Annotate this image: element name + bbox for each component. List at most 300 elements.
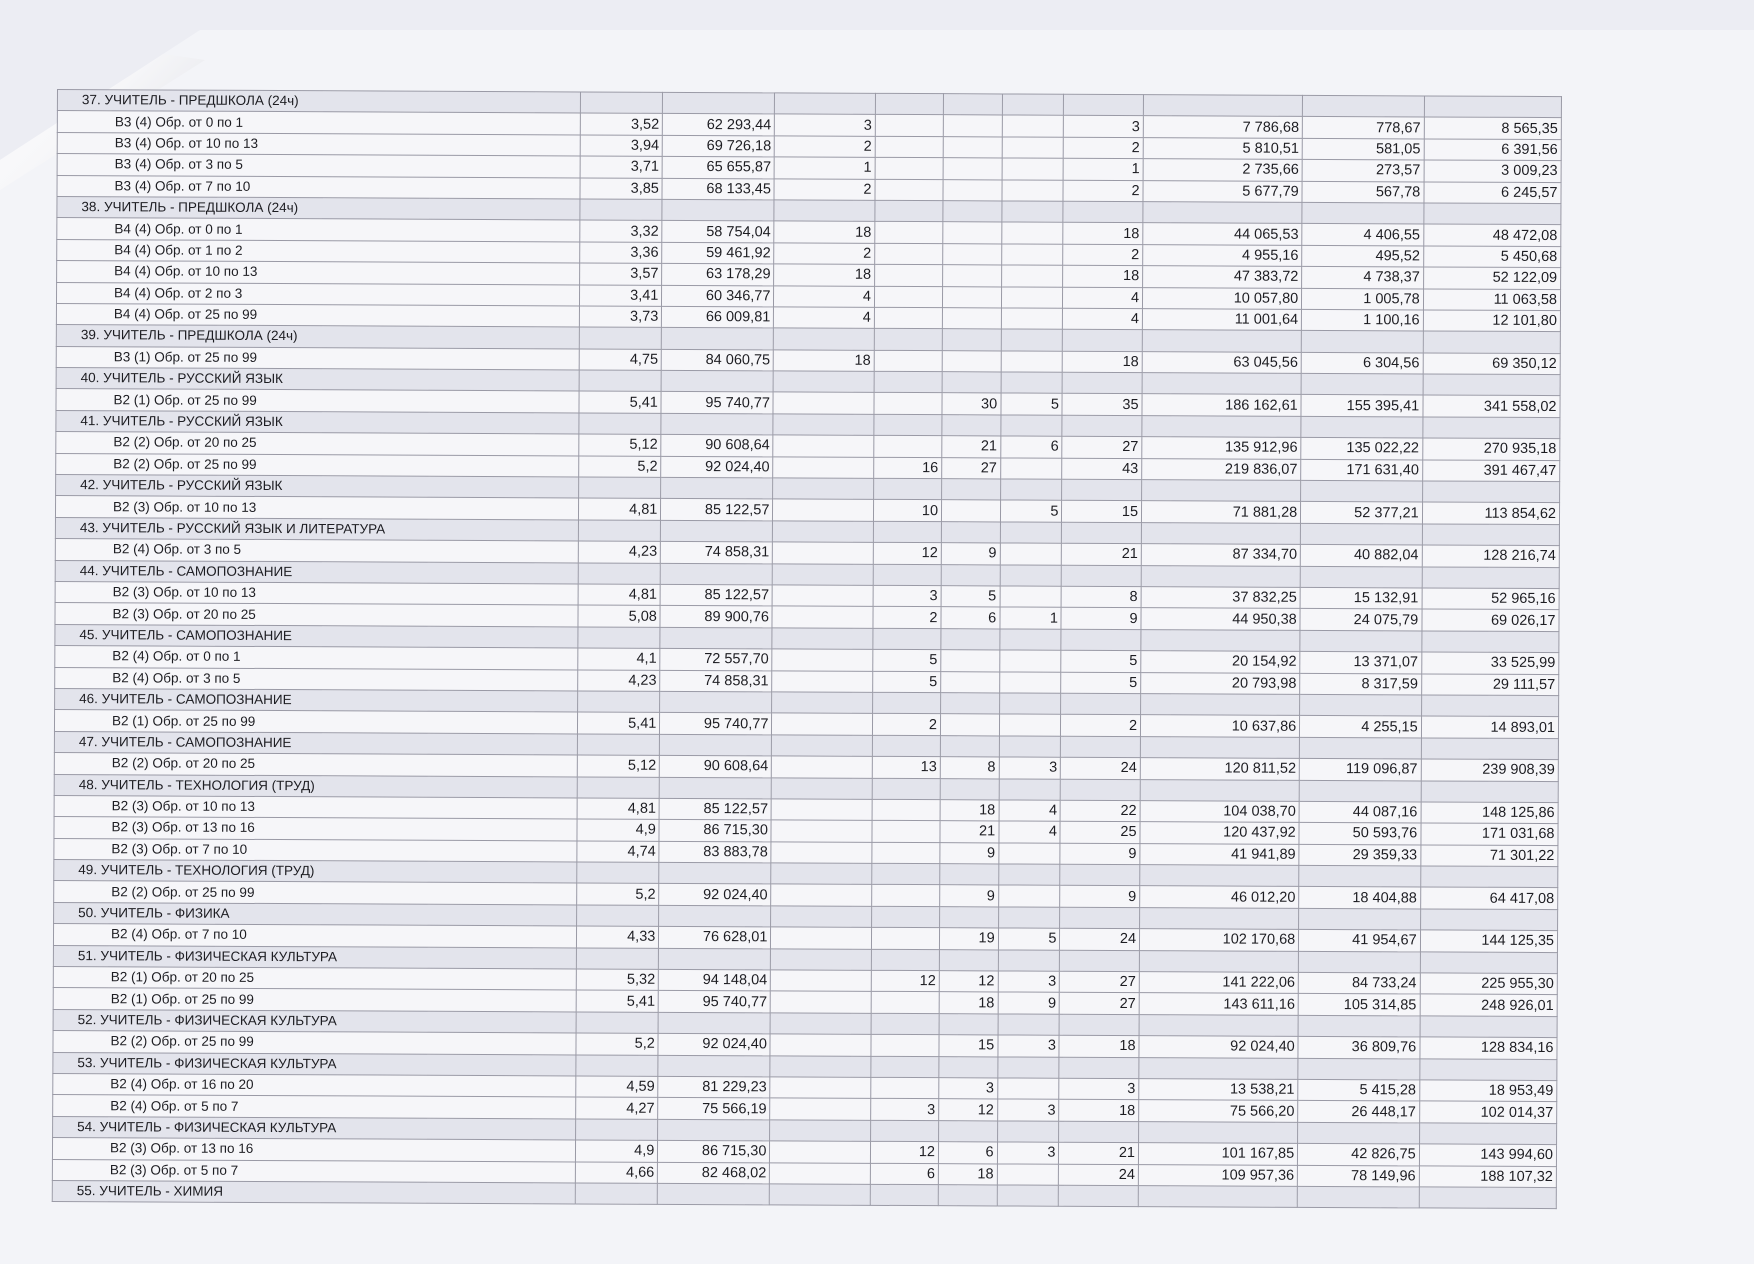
value-cell: 5,41 [576, 990, 659, 1012]
value-cell: 24 [1060, 928, 1140, 950]
value-cell [771, 991, 872, 1013]
section-header-cell [1062, 565, 1142, 587]
value-cell: 8 [1062, 586, 1142, 608]
value-cell: 6 [1000, 436, 1062, 458]
value-cell: 6 304,56 [1301, 352, 1423, 374]
section-header-cell [771, 863, 872, 885]
section-header-cell [1419, 1123, 1556, 1145]
section-header-cell [941, 693, 1000, 715]
section-header-cell [1421, 780, 1558, 802]
section-header-cell [943, 201, 1002, 223]
section-header-cell [773, 521, 874, 543]
value-cell: 171 631,40 [1301, 459, 1423, 481]
value-cell: 5,32 [576, 969, 659, 991]
value-cell: 76 628,01 [659, 927, 771, 949]
value-cell: 6 391,56 [1424, 139, 1561, 161]
value-cell: 2 [1063, 244, 1143, 266]
value-cell: 84 733,24 [1298, 972, 1420, 994]
section-header-cell [873, 628, 941, 650]
section-header-cell [658, 1012, 770, 1034]
section-header-cell [1143, 202, 1302, 224]
section-header-cell [1139, 1121, 1298, 1143]
value-cell [875, 115, 943, 137]
value-cell: 4 [999, 821, 1061, 843]
section-header-cell [1301, 523, 1423, 545]
section-header-cell [940, 864, 999, 886]
position-name-cell: В2 (4) Обр. от 3 по 5 [55, 667, 578, 691]
value-cell: 74 858,31 [660, 670, 772, 692]
section-header-cell [1422, 631, 1559, 653]
section-header-cell [770, 1120, 871, 1142]
value-cell: 219 836,07 [1142, 458, 1301, 480]
position-name-cell: В2 (1) Обр. от 20 по 25 [53, 967, 576, 991]
section-header-cell [1299, 865, 1421, 887]
value-cell: 41 941,89 [1140, 843, 1299, 865]
value-cell: 3 [1059, 1078, 1139, 1100]
value-cell: 495,52 [1302, 245, 1424, 267]
value-cell: 248 926,01 [1420, 994, 1557, 1016]
value-cell [772, 585, 873, 607]
position-name-cell: В2 (1) Обр. от 25 по 99 [54, 710, 577, 734]
value-cell: 75 566,19 [658, 1098, 770, 1120]
section-header-cell [770, 1184, 871, 1206]
value-cell: 26 448,17 [1298, 1101, 1420, 1123]
section-header-cell [998, 950, 1060, 972]
section-header-cell [1421, 738, 1558, 760]
position-name-cell: В2 (2) Обр. от 20 по 25 [56, 432, 579, 456]
position-name-cell: В4 (4) Обр. от 1 по 2 [57, 239, 580, 263]
value-cell [1001, 244, 1063, 266]
value-cell: 2 [774, 178, 875, 200]
section-header-cell [1138, 1186, 1297, 1208]
section-header-cell [577, 776, 660, 798]
value-cell [1002, 137, 1064, 159]
value-cell: 102 170,68 [1139, 929, 1298, 951]
value-cell: 6 [938, 1142, 997, 1164]
section-header-cell [872, 778, 940, 800]
value-cell: 18 [1063, 223, 1143, 245]
value-cell [999, 843, 1061, 865]
value-cell: 5,08 [578, 605, 661, 627]
section-header-cell [1063, 330, 1143, 352]
section-header-cell [1423, 374, 1560, 396]
value-cell: 188 107,32 [1419, 1165, 1556, 1187]
value-cell: 71 881,28 [1142, 501, 1301, 523]
section-header-cell [1139, 1014, 1298, 1036]
value-cell: 135 022,22 [1301, 438, 1423, 460]
value-cell [999, 714, 1061, 736]
section-header-cell [1062, 415, 1142, 437]
section-header-cell [775, 93, 876, 115]
section-header-cell [1422, 481, 1559, 503]
value-cell: 12 [873, 543, 941, 565]
value-cell: 3 [1064, 116, 1144, 138]
section-header-cell [770, 1013, 871, 1035]
value-cell: 11 001,64 [1142, 309, 1301, 331]
section-header-cell [1299, 951, 1421, 973]
value-cell: 15 [1062, 501, 1142, 523]
section-header-cell [1141, 522, 1300, 544]
value-cell: 18 [1059, 1100, 1139, 1122]
section-title: 39. УЧИТЕЛЬ - ПРЕДШКОЛА (24ч) [56, 325, 579, 349]
value-cell: 5 [873, 671, 941, 693]
position-name-cell: В3 (4) Обр. от 10 по 13 [57, 132, 580, 156]
section-header-cell [1141, 629, 1300, 651]
value-cell: 15 132,91 [1300, 587, 1422, 609]
value-cell: 21 [942, 436, 1001, 458]
value-cell: 105 314,85 [1298, 994, 1420, 1016]
section-header-cell [1298, 1015, 1420, 1037]
section-header-cell [578, 477, 661, 499]
value-cell: 5,12 [578, 434, 661, 456]
value-cell: 18 [1063, 265, 1143, 287]
position-name-cell: В2 (4) Обр. от 0 по 1 [55, 646, 578, 670]
value-cell: 52 122,09 [1423, 267, 1560, 289]
value-cell: 86 715,30 [658, 1140, 770, 1162]
value-cell: 2 [774, 243, 875, 265]
section-header-cell [871, 1013, 939, 1035]
section-header-cell [661, 520, 773, 542]
value-cell: 120 437,92 [1140, 822, 1299, 844]
value-cell: 3,94 [580, 135, 663, 157]
value-cell: 84 060,75 [662, 349, 774, 371]
section-header-cell [577, 734, 660, 756]
section-header-cell [1059, 1057, 1139, 1079]
value-cell [943, 136, 1002, 158]
value-cell: 47 383,72 [1143, 266, 1302, 288]
value-cell [874, 436, 942, 458]
section-header-cell [939, 949, 998, 971]
value-cell: 4,33 [576, 926, 659, 948]
section-header-cell [1061, 779, 1141, 801]
section-header-cell [871, 1120, 939, 1142]
section-header-cell [940, 778, 999, 800]
value-cell: 3 [998, 1035, 1060, 1057]
section-header-cell [1000, 629, 1062, 651]
value-cell [943, 115, 1002, 137]
value-cell [943, 158, 1002, 180]
section-header-cell [1001, 372, 1063, 394]
section-header-cell [942, 415, 1001, 437]
value-cell: 135 912,96 [1142, 437, 1301, 459]
value-cell [1001, 286, 1063, 308]
value-cell [773, 457, 874, 479]
section-header-cell [1059, 1121, 1139, 1143]
section-header-cell [575, 1119, 658, 1141]
value-cell [872, 799, 940, 821]
section-header-cell [1421, 695, 1558, 717]
position-name-cell: В2 (4) Обр. от 16 по 20 [53, 1073, 576, 1097]
value-cell [1002, 115, 1064, 137]
value-cell [871, 992, 939, 1014]
value-cell: 3,85 [580, 178, 663, 200]
value-cell [943, 179, 1002, 201]
value-cell: 21 [1059, 1142, 1139, 1164]
section-header-cell [659, 862, 771, 884]
position-name-cell: В3 (4) Обр. от 0 по 1 [57, 111, 580, 135]
value-cell: 3 [939, 1078, 998, 1100]
section-header-cell [662, 328, 774, 350]
section-header-cell [871, 949, 939, 971]
section-header-cell [1001, 415, 1063, 437]
value-cell: 13 538,21 [1139, 1079, 1298, 1101]
value-cell: 143 611,16 [1139, 993, 1298, 1015]
section-title: 40. УЧИТЕЛЬ - РУССКИЙ ЯЗЫК [56, 368, 579, 392]
value-cell: 567,78 [1302, 181, 1424, 203]
value-cell [770, 1141, 871, 1163]
value-cell [999, 671, 1061, 693]
value-cell: 3,32 [579, 220, 662, 242]
section-header-cell [1142, 415, 1301, 437]
value-cell: 5 810,51 [1143, 137, 1302, 159]
value-cell: 69 726,18 [663, 135, 775, 157]
value-cell: 90 608,64 [660, 755, 772, 777]
value-cell: 21 [940, 821, 999, 843]
section-header-cell [1420, 909, 1557, 931]
section-header-cell [772, 735, 873, 757]
value-cell: 4,23 [577, 670, 660, 692]
section-header-cell [1061, 693, 1141, 715]
value-cell: 3 [999, 757, 1061, 779]
section-title: 55. УЧИТЕЛЬ - ХИМИЯ [52, 1180, 575, 1204]
value-cell: 5,2 [576, 883, 659, 905]
value-cell [771, 799, 872, 821]
value-cell: 4,74 [576, 841, 659, 863]
section-header-cell [770, 1055, 871, 1077]
value-cell: 5 [1000, 500, 1062, 522]
value-cell: 65 655,87 [662, 157, 774, 179]
position-name-cell: В2 (2) Обр. от 20 по 25 [54, 753, 577, 777]
section-header-cell [1064, 94, 1144, 116]
value-cell: 18 [774, 264, 875, 286]
section-title: 41. УЧИТЕЛЬ - РУССКИЙ ЯЗЫК [56, 410, 579, 434]
section-header-cell [661, 370, 773, 392]
value-cell: 9 [941, 543, 1000, 565]
value-cell: 2 [1063, 180, 1143, 202]
value-cell: 9 [940, 842, 999, 864]
section-header-cell [938, 1185, 997, 1207]
value-cell: 4 255,15 [1300, 716, 1422, 738]
value-cell [997, 1163, 1059, 1185]
value-cell: 60 346,77 [662, 285, 774, 307]
position-name-cell: В3 (1) Обр. от 25 по 99 [56, 346, 579, 370]
value-cell: 4 738,37 [1302, 266, 1424, 288]
value-cell: 40 882,04 [1300, 545, 1422, 567]
value-cell [1001, 222, 1063, 244]
value-cell: 5,41 [579, 391, 662, 413]
section-header-cell [771, 906, 872, 928]
section-header-cell [1139, 1057, 1298, 1079]
value-cell: 12 [871, 970, 939, 992]
section-header-cell [941, 628, 1000, 650]
value-cell: 128 834,16 [1420, 1037, 1557, 1059]
section-header-cell [1299, 908, 1421, 930]
section-header-cell [1140, 779, 1299, 801]
value-cell: 4,9 [577, 819, 660, 841]
value-cell: 92 024,40 [659, 884, 771, 906]
section-header-cell [1420, 952, 1557, 974]
section-header-cell [1419, 1187, 1556, 1209]
value-cell: 41 954,67 [1299, 930, 1421, 952]
value-cell: 270 935,18 [1422, 438, 1559, 460]
position-name-cell: В2 (2) Обр. от 25 по 99 [53, 1031, 576, 1055]
value-cell: 10 [873, 500, 941, 522]
value-cell: 5 [941, 586, 1000, 608]
value-cell: 3,36 [579, 242, 662, 264]
section-header-cell [577, 691, 660, 713]
value-cell: 4 [774, 307, 875, 329]
value-cell: 3,73 [579, 306, 662, 328]
section-header-cell [999, 693, 1061, 715]
section-header-cell [872, 735, 940, 757]
section-header-cell [1060, 864, 1140, 886]
section-header-cell [1297, 1186, 1419, 1208]
value-cell [1002, 180, 1064, 202]
value-cell: 4,9 [575, 1140, 658, 1162]
value-cell [872, 842, 940, 864]
section-header-cell [1061, 736, 1141, 758]
value-cell [872, 821, 940, 843]
section-header-cell [870, 1184, 938, 1206]
section-header-cell [872, 906, 940, 928]
section-header-cell [658, 1119, 770, 1141]
value-cell [875, 158, 943, 180]
value-cell: 4,81 [578, 498, 661, 520]
value-cell: 5 677,79 [1143, 180, 1302, 202]
section-header-cell [873, 692, 941, 714]
value-cell: 12 [939, 971, 998, 993]
value-cell [874, 393, 942, 415]
section-header-cell [873, 564, 941, 586]
value-cell: 1 [775, 157, 876, 179]
section-header-cell [874, 329, 942, 351]
value-cell: 5 [998, 928, 1060, 950]
value-cell: 27 [942, 457, 1001, 479]
section-header-cell [658, 1055, 770, 1077]
section-title: 47. УЧИТЕЛЬ - САМОПОЗНАНИЕ [54, 731, 577, 755]
value-cell: 18 [774, 221, 875, 243]
section-header-cell [1000, 522, 1062, 544]
value-cell: 4,81 [577, 798, 660, 820]
section-header-cell [660, 777, 772, 799]
section-header-cell [659, 948, 771, 970]
section-header-cell [941, 521, 1000, 543]
value-cell: 4,27 [575, 1097, 658, 1119]
position-name-cell: В2 (3) Обр. от 5 по 7 [52, 1159, 575, 1183]
value-cell: 78 149,96 [1298, 1165, 1420, 1187]
section-header-cell [939, 1056, 998, 1078]
section-header-cell [999, 736, 1061, 758]
section-header-cell [661, 477, 773, 499]
value-cell: 24 075,79 [1300, 609, 1422, 631]
value-cell: 13 371,07 [1300, 652, 1422, 674]
section-header-cell [874, 371, 942, 393]
value-cell: 225 955,30 [1420, 973, 1557, 995]
value-cell: 72 557,70 [660, 649, 772, 671]
section-header-cell [1062, 522, 1142, 544]
position-name-cell: В2 (1) Обр. от 25 по 99 [53, 988, 576, 1012]
value-cell: 1 100,16 [1302, 309, 1424, 331]
value-cell: 9 [998, 992, 1060, 1014]
section-header-cell [1059, 1185, 1139, 1207]
value-cell: 143 994,60 [1419, 1144, 1556, 1166]
value-cell: 63 178,29 [662, 263, 774, 285]
value-cell: 3 [997, 1142, 1059, 1164]
value-cell [772, 670, 873, 692]
value-cell: 94 148,04 [659, 969, 771, 991]
value-cell: 92 024,40 [658, 1034, 770, 1056]
section-header-cell [1141, 694, 1300, 716]
section-header-cell [940, 735, 999, 757]
section-header-cell [579, 327, 662, 349]
section-header-cell [1002, 94, 1064, 116]
section-title: 50. УЧИТЕЛЬ - ФИЗИКА [54, 902, 577, 926]
value-cell: 5,2 [578, 456, 661, 478]
section-header-cell [578, 563, 661, 585]
section-header-cell [1062, 479, 1142, 501]
value-cell: 141 222,06 [1139, 972, 1298, 994]
value-cell [942, 308, 1001, 330]
section-header-cell [940, 907, 999, 929]
section-title: 54. УЧИТЕЛЬ - ФИЗИЧЕСКАЯ КУЛЬТУРА [53, 1116, 576, 1140]
value-cell: 63 045,56 [1142, 351, 1301, 373]
value-cell: 44 950,38 [1141, 608, 1300, 630]
value-cell [1001, 351, 1063, 373]
value-cell: 85 122,57 [661, 499, 773, 521]
value-cell: 33 525,99 [1421, 652, 1558, 674]
value-cell: 104 038,70 [1140, 801, 1299, 823]
section-title: 42. УЧИТЕЛЬ - РУССКИЙ ЯЗЫК [56, 475, 579, 499]
position-name-cell: В4 (4) Обр. от 2 по 3 [56, 282, 579, 306]
value-cell: 52 377,21 [1301, 502, 1423, 524]
value-cell [997, 1078, 1059, 1100]
section-header-cell [1002, 201, 1064, 223]
value-cell: 62 293,44 [663, 114, 775, 136]
value-cell: 148 125,86 [1421, 802, 1558, 824]
section-header-cell [662, 199, 774, 221]
value-cell: 27 [1062, 436, 1142, 458]
value-cell: 581,05 [1302, 138, 1424, 160]
value-cell [941, 650, 1000, 672]
value-cell [871, 928, 939, 950]
value-cell: 4 955,16 [1143, 244, 1302, 266]
value-cell: 44 087,16 [1299, 801, 1421, 823]
value-cell: 113 854,62 [1422, 502, 1559, 524]
section-header-cell [1423, 417, 1560, 439]
section-header-cell [1143, 95, 1302, 117]
value-cell: 3 [775, 114, 876, 136]
section-header-cell [660, 691, 772, 713]
section-header-cell [1141, 565, 1300, 587]
section-header-cell [575, 1055, 658, 1077]
value-cell: 9 [1060, 843, 1140, 865]
section-header-cell [942, 372, 1001, 394]
section-header-cell [1063, 372, 1143, 394]
position-name-cell: В2 (4) Обр. от 7 по 10 [53, 924, 576, 948]
value-cell [875, 179, 943, 201]
section-header-cell [1140, 736, 1299, 758]
position-name-cell: В2 (2) Обр. от 25 по 99 [56, 453, 579, 477]
value-cell: 1 [1064, 158, 1144, 180]
value-cell: 89 900,76 [660, 606, 772, 628]
section-header-cell [1302, 202, 1424, 224]
value-cell: 18 [939, 992, 998, 1014]
value-cell: 18 [1063, 351, 1143, 373]
position-name-cell: В2 (2) Обр. от 25 по 99 [54, 881, 577, 905]
value-cell: 8 [940, 757, 999, 779]
section-header-cell [1000, 479, 1062, 501]
value-cell: 5 [1061, 672, 1141, 694]
